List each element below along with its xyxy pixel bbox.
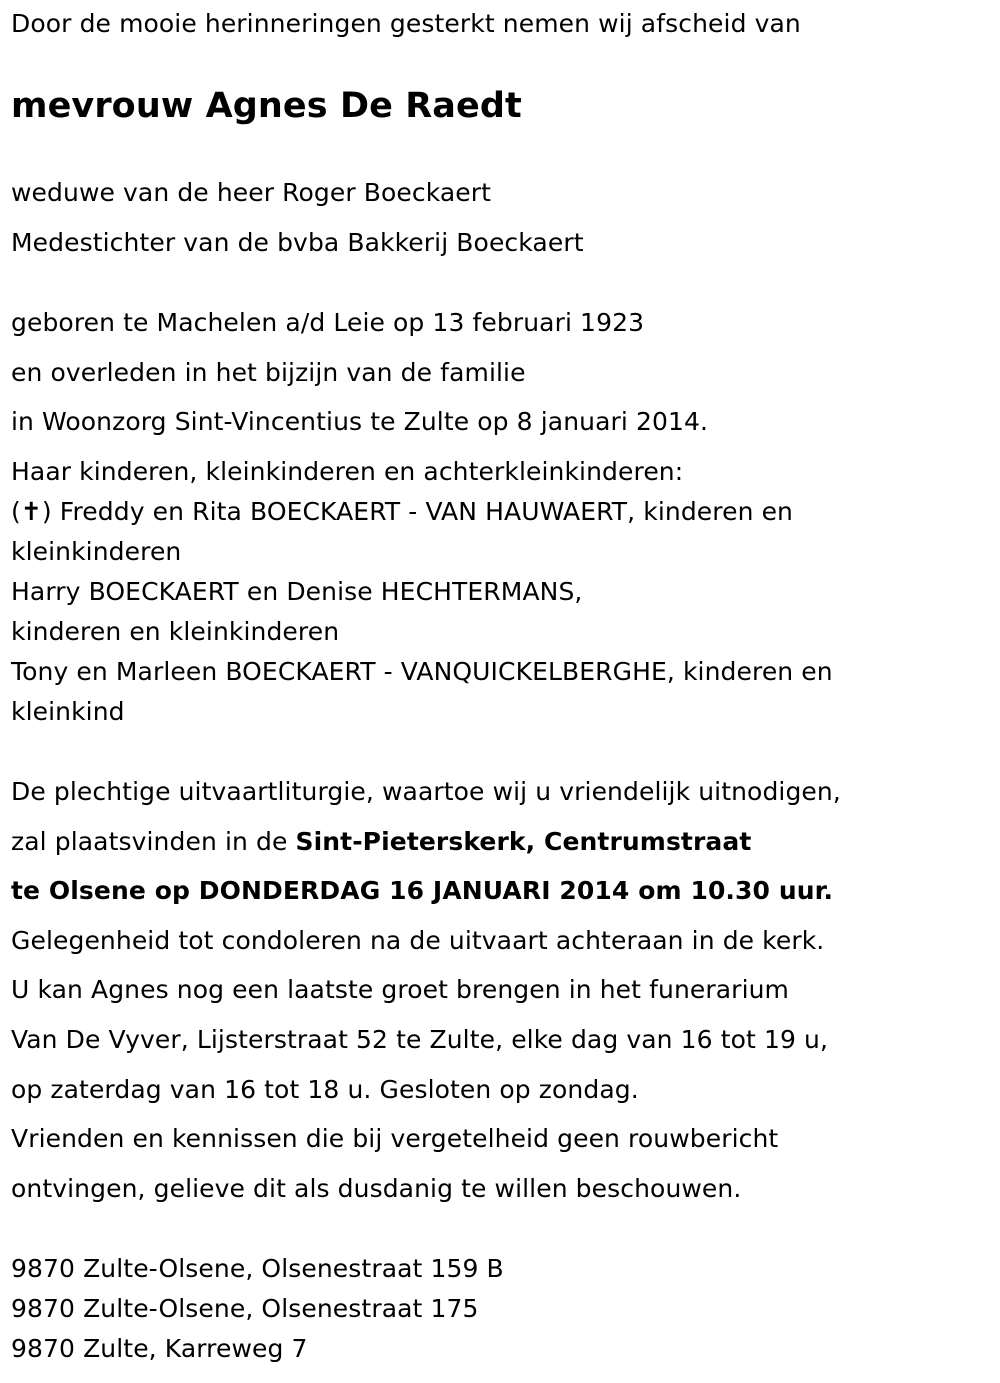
death-text-line1: en overleden in het bijzijn van de familie: [11, 358, 526, 387]
address-line: 9870 Zulte-Olsene, Olsenestraat 159 B: [11, 1254, 504, 1283]
church-name: Sint-Pieterskerk, Centrumstraat: [295, 827, 752, 856]
family-heading: Haar kinderen, kleinkinderen en achterkleinkinderen:: [11, 457, 684, 486]
family-line: (✝) Freddy en Rita BOECKAERT - VAN HAUWAERT, kinderen en: [11, 497, 794, 526]
intro-text: Door de mooie herinneringen gesterkt nemen wij afscheid van: [11, 9, 801, 38]
visit-text-line3: op zaterdag van 16 tot 18 u. Gesloten op zondag.: [11, 1075, 639, 1104]
notice-text-line1: Vrienden en kennissen die bij vergetelheid geen rouwbericht: [11, 1124, 779, 1153]
address-line: 9870 Zulte-Olsene, Olsenestraat 175: [11, 1294, 479, 1323]
visit-text-line2: Van De Vyver, Lijsterstraat 52 te Zulte, elke dag van 16 tot 19 u,: [11, 1025, 829, 1054]
family-line: Tony en Marleen BOECKAERT - VANQUICKELBERGHE, kinderen en: [11, 657, 833, 686]
death-text-line2: in Woonzorg Sint-Vincentius te Zulte op 8 januari 2014.: [11, 407, 709, 436]
funeral-date-line: te Olsene op DONDERDAG 16 JANUARI 2014 om 10.30 uur.: [11, 876, 834, 905]
deceased-name: mevrouw Agnes De Raedt: [11, 86, 522, 126]
family-line: kleinkinderen: [11, 537, 182, 566]
funeral-location-prefix: zal plaatsvinden in de: [11, 827, 296, 856]
funeral-location-line: [11, 826, 751, 858]
family-line: kinderen en kleinkinderen: [11, 617, 340, 646]
condolences-text: Gelegenheid tot condoleren na de uitvaart achteraan in de kerk.: [11, 926, 825, 955]
funeral-invitation-text: De plechtige uitvaartliturgie, waartoe wij u vriendelijk uitnodigen,: [11, 777, 841, 806]
widow-of-text: weduwe van de heer Roger Boeckaert: [11, 178, 492, 207]
birth-text: geboren te Machelen a/d Leie op 13 februari 1923: [11, 308, 645, 337]
family-line: kleinkind: [11, 697, 125, 726]
cofounder-text: Medestichter van de bvba Bakkerij Boeckaert: [11, 228, 584, 257]
visit-text-line1: U kan Agnes nog een laatste groet brengen in het funerarium: [11, 975, 790, 1004]
address-line: 9870 Zulte, Karreweg 7: [11, 1334, 308, 1363]
notice-text-line2: ontvingen, gelieve dit als dusdanig te willen beschouwen.: [11, 1174, 742, 1203]
family-line: Harry BOECKAERT en Denise HECHTERMANS,: [11, 577, 583, 606]
